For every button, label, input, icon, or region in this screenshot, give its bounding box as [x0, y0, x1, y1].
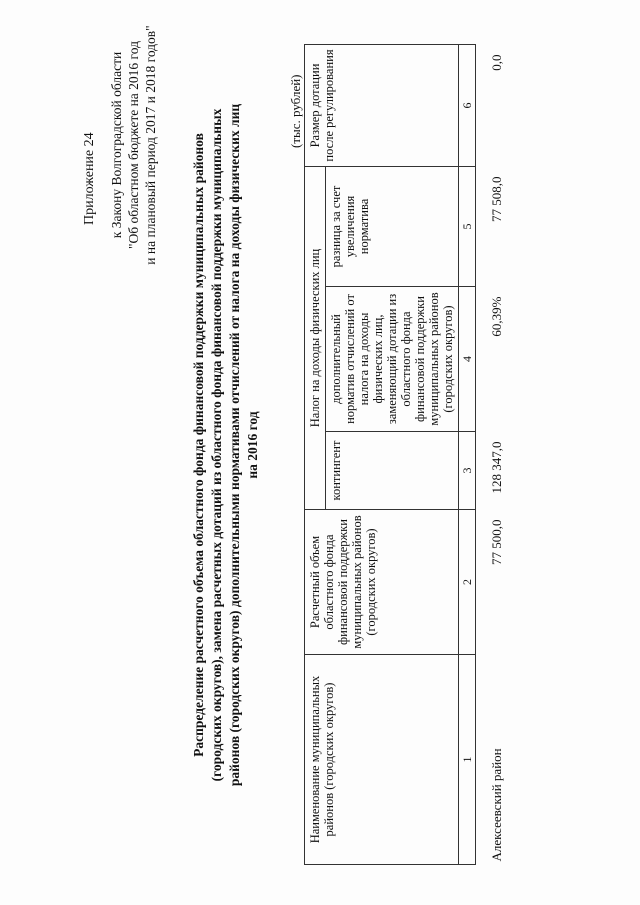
norm-value: 60,39% — [489, 296, 504, 337]
law-reference — [108, 0, 159, 345]
fund-volume-value: 77 500,0 — [489, 519, 504, 565]
column-number: 3 — [459, 432, 476, 510]
column-number: 4 — [459, 287, 476, 432]
appendix-label: Приложение 24 — [82, 132, 97, 225]
units-label: (тыс. рублей) — [288, 74, 303, 148]
column-number: 1 — [459, 655, 476, 865]
subsidy-table — [304, 44, 507, 865]
header-subsidy-after: Размер дотации после регулирования — [305, 45, 459, 167]
law-line: и на плановый период 2017 и 2018 годов" — [143, 25, 158, 265]
law-line: "Об областном бюджете на 2016 год — [126, 41, 141, 249]
district-name: Алексеевский район — [489, 748, 504, 862]
table-row — [476, 45, 508, 865]
column-number: 2 — [459, 510, 476, 655]
title-line: районов (городских округов) дополнительными нормативами отчислений от налога на доходы физических лиц — [227, 103, 242, 787]
column-number: 6 — [459, 45, 476, 167]
header-additional-norm: дополнительный норматив отчислений от налога на доходы физических лиц, заменяющий дотации из областного фонда финансовой поддержки муниципальных районов (городских округов) — [326, 287, 459, 432]
table-header-row — [305, 45, 326, 865]
law-line: к Закону Волгоградской области — [109, 51, 124, 239]
header-fund-volume: Расчетный объем областного фонда финансовой поддержки муниципальных районов (городских округов) — [305, 510, 459, 655]
column-number: 5 — [459, 167, 476, 287]
header-norm-difference: разница за счет увеличения норматива — [326, 167, 459, 287]
header-income-tax-group: Налог на доходы физических лиц — [305, 167, 326, 510]
title-line: на 2016 год — [245, 411, 260, 479]
title-line: Распределение расчетного объема областного фонда финансовой поддержки муниципальных районов — [191, 133, 206, 757]
document-title — [190, 45, 262, 845]
header-district-name: Наименование муниципальных районов (городских округов) — [305, 655, 459, 865]
header-contingent: контингент — [326, 432, 459, 510]
contingent-value: 128 347,0 — [489, 441, 504, 494]
difference-value: 77 508,0 — [489, 176, 504, 222]
title-line: (городских округов), замена расчетных дотаций из областного фонда финансовой поддержки муниципальных — [209, 108, 224, 782]
subsidy-value: 0,0 — [489, 54, 504, 71]
column-number-row — [459, 45, 476, 865]
